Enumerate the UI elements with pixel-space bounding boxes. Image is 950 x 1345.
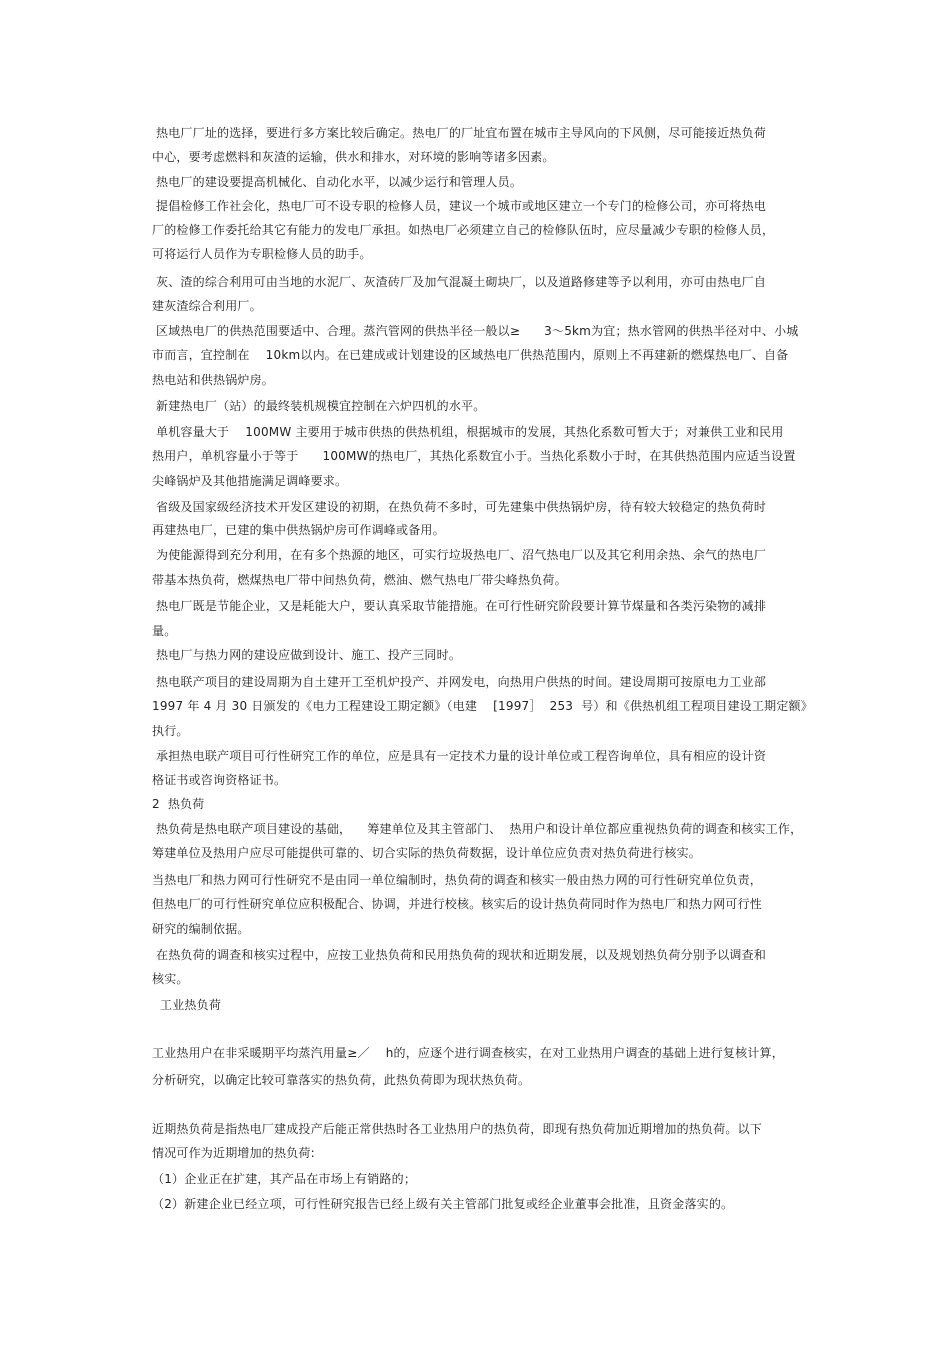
text-line: 新建热电厂（站）的最终装机规模宜控制在六炉四机的水平。 <box>152 399 486 413</box>
text-line: 1997 年 4 月 30 日颁发的《电力工程建设工期定额》（电建 [1997］ 253 号）和《供热机组工程项目建设工期定额》 <box>152 699 813 713</box>
text-line: 量。 <box>152 624 177 638</box>
text-line: 省级及国家级经济技术开发区建设的初期，在热负荷不多时，可先建集中供热锅炉房，待有较大较稳定的热负荷时 <box>152 500 767 514</box>
text-line: 情况可作为近期增加的热负荷: <box>152 1146 315 1160</box>
text-line: 中心，要考虑燃料和灰渣的运输，供水和排水，对环境的影响等诸多因素。 <box>152 150 555 164</box>
text-line: 热电站和供热锅炉房。 <box>152 373 275 387</box>
text-line: 核实。 <box>152 972 189 986</box>
subsection-heading: 工业热负荷 <box>152 998 222 1012</box>
text-line: 热电联产项目的建设周期为自土建开工至机炉投产、并网发电，向热用户供热的时间。建设周期可按原电力工业部 <box>152 675 767 689</box>
text-line: 灰、渣的综合利用可由当地的水泥厂、灰渣砖厂及加气混凝土砌块厂，以及道路修建等予以利用，亦可由热电厂自 <box>152 275 767 289</box>
text-line: 承担热电联产项目可行性研究工作的单位，应是具有一定技术力量的设计单位或工程咨询单位，具有相应的设计资 <box>152 749 767 763</box>
text-line: 热电厂的建设要提高机械化、自动化水平，以减少运行和管理人员。 <box>152 175 523 189</box>
text-line: 尖峰锅炉及其他措施满足调峰要求。 <box>152 474 348 488</box>
text-line: 但热电厂的可行性研究单位应积极配合、协调，并进行校核。核实后的设计热负荷同时作为热电厂和热力网可行性 <box>152 897 763 911</box>
section-heading: 2 热负荷 <box>152 797 205 811</box>
text-line: 在热负荷的调查和核实过程中，应按工业热负荷和民用热负荷的现状和近期发展，以及规划热负荷分别予以调查和 <box>152 948 767 962</box>
text-line: 单机容量大于 100MW 主要用于城市供热的供热机组，根据城市的发展，其热化系数可暂大于；对兼供工业和民用 <box>152 425 784 439</box>
text-line: 热负荷是热电联产项目建设的基础， 筹建单位及其主管部门、 热用户和设计单位都应重视热负荷的调查和核实工作， <box>152 822 803 836</box>
text-line: 带基本热负荷，燃煤热电厂带中间热负荷，燃油、燃气热电厂带尖峰热负荷。 <box>152 573 567 587</box>
text-line: 提倡检修工作社会化，热电厂可不设专职的检修人员，建议一个城市或地区建立一个专门的检修公司，亦可将热电 <box>152 199 767 213</box>
text-line: 厂的检修工作委托给其它有能力的发电厂承担。如热电厂必须建立自己的检修队伍时，应尽量减少专职的检修人员， <box>152 223 775 237</box>
text-line: 执行。 <box>152 724 189 738</box>
text-line: 可将运行人员作为专职检修人员的助手。 <box>152 247 372 261</box>
text-line: 研究的编制依据。 <box>152 922 250 936</box>
text-line: 为使能源得到充分利用，在有多个热源的地区，可实行垃圾热电厂、沼气热电厂以及其它利用余热、余气的热电厂 <box>152 548 767 562</box>
text-line: 近期热负荷是指热电厂建成投产后能正常供热时各工业热用户的热负荷，即现有热负荷加近期增加的热负荷。以下 <box>152 1122 763 1136</box>
text-line: 再建热电厂，已建的集中供热锅炉房可作调峰或备用。 <box>152 523 445 537</box>
text-line: 当热电厂和热力网可行性研究不是由同一单位编制时，热负荷的调查和核实一般由热力网的可行性研究单位负责， <box>152 873 763 887</box>
text-line: （1）企业正在扩建，其产品在市场上有销路的； <box>152 1172 417 1186</box>
text-line: 建灰渣综合利用厂。 <box>152 299 262 313</box>
text-line: 格证书或咨询资格证书。 <box>152 773 287 787</box>
text-line: 热电厂既是节能企业，又是耗能大户，要认真采取节能措施。在可行性研究阶段要计算节煤量和各类污染物的减排 <box>152 599 767 613</box>
text-line: 热电厂与热力网的建设应做到设计、施工、投产三同时。 <box>152 648 462 662</box>
text-line: 分析研究，以确定比较可靠落实的热负荷，此热负荷即为现状热负荷。 <box>152 1073 531 1087</box>
text-line: 工业热用户在非采暖期平均蒸汽用量≥／ h的，应逐个进行调查核实，在对工业热用户调查的基础上进行复核计算， <box>152 1046 784 1060</box>
text-line: 市而言，宜控制在 10km以内。在已建成或计划建设的区域热电厂供热范围内，原则上不再建新的燃煤热电厂、自备 <box>152 348 789 362</box>
text-line: （2）新建企业已经立项，可行性研究报告已经上级有关主管部门批复或经企业董事会批准，且资金落实的。 <box>152 1197 734 1211</box>
text-line: 区域热电厂的供热范围要适中、合理。蒸汽管网的供热半径一般以≥ 3～5km为宜；热水管网的供热半径对中、小城 <box>152 324 799 338</box>
text-line: 热电厂厂址的选择，要进行多方案比较后确定。热电厂的厂址宜布置在城市主导风向的下风侧，尽可能接近热负荷 <box>152 126 767 140</box>
text-line: 热用户，单机容量小于等于 100MW的热电厂，其热化系数宜小于。当热化系数小于时，在其供热范围内应适当设置 <box>152 449 796 463</box>
text-line: 筹建单位及热用户应尽可能提供可靠的、切合实际的热负荷数据，设计单位应负责对热负荷进行核实。 <box>152 846 702 860</box>
